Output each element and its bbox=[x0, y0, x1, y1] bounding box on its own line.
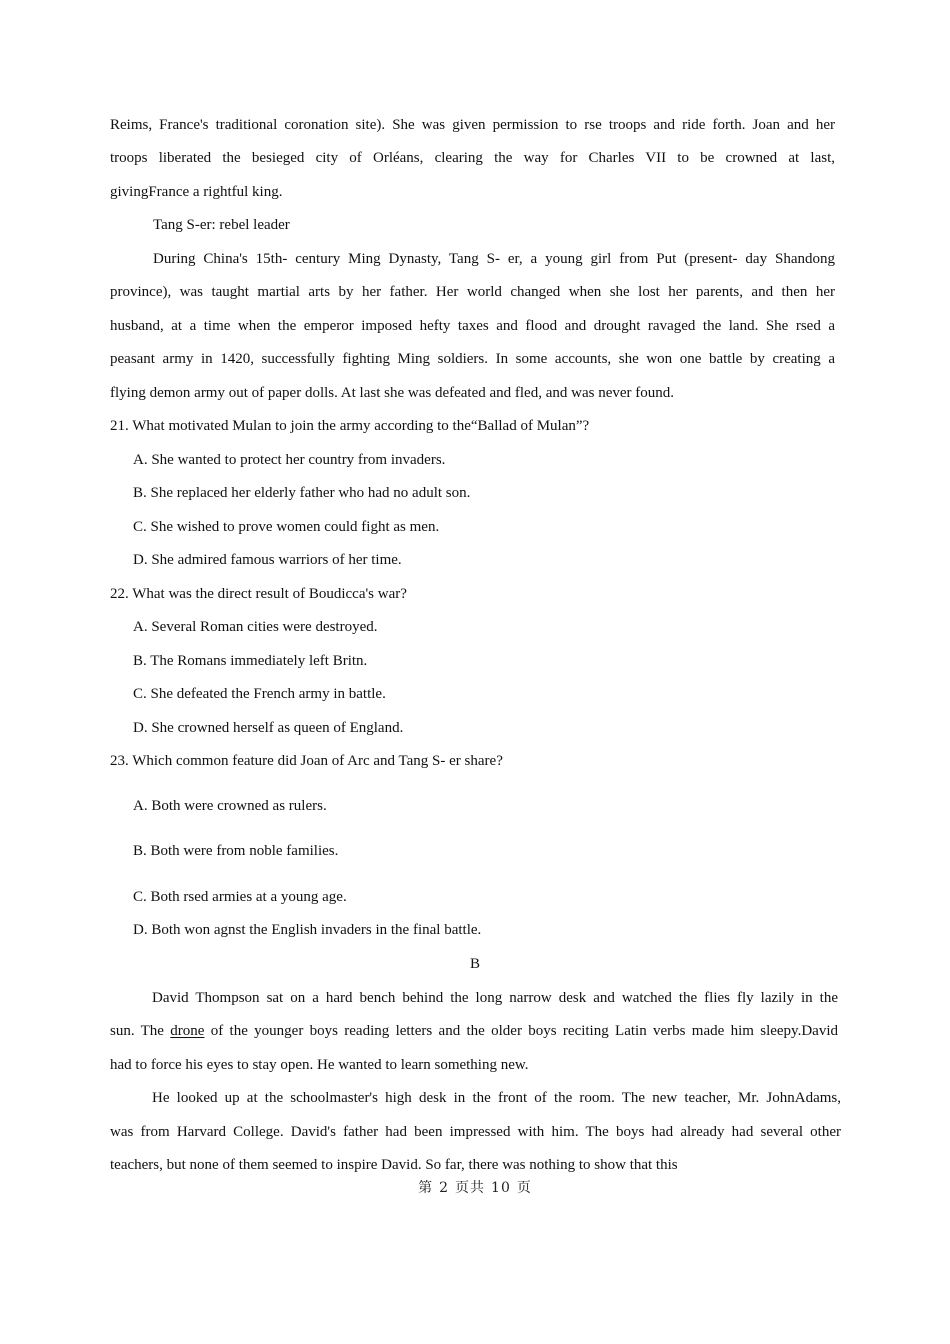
question-22-option-a: A. Several Roman cities were destroyed. bbox=[133, 619, 378, 635]
section-b-p2-line-3: teachers, but none of them seemed to inspire David. So far, there was nothing to show that this bbox=[110, 1157, 678, 1173]
page-footer bbox=[0, 1178, 950, 1198]
section-b-p1-line-3: had to force his eyes to stay open. He wanted to learn something new. bbox=[110, 1057, 529, 1073]
section-b-p2-line-2: was from Harvard College. David's father had been impressed with him. The boys had already had several other bbox=[110, 1124, 841, 1140]
question-21-option-b: B. She replaced her elderly father who had no adult son. bbox=[133, 485, 471, 501]
joan-paragraph-line-1: Reims, France's traditional coronation site). She was given permission to rse troops and ride forth. Joan and her bbox=[110, 117, 835, 133]
joan-paragraph-line-2: troops liberated the besieged city of Orléans, clearing the way for Charles VII to be crowned at last, bbox=[110, 150, 835, 166]
question-22-option-c: C. She defeated the French army in battle. bbox=[133, 686, 386, 702]
tang-paragraph-line-4: peasant army in 1420, successfully fighting Ming soldiers. In some accounts, she won one battle by creating a bbox=[110, 351, 835, 367]
question-22-option-d: D. She crowned herself as queen of England. bbox=[133, 720, 404, 736]
question-23-option-b: B. Both were from noble families. bbox=[133, 843, 339, 859]
footer-total-pages: 10 bbox=[491, 1180, 511, 1196]
tang-paragraph-line-2: province), was taught martial arts by her father. Her world changed when she lost her parents, and then her bbox=[110, 284, 835, 300]
question-23-option-d: D. Both won agnst the English invaders in the final battle. bbox=[133, 922, 482, 938]
tang-heading: Tang S-er: rebel leader bbox=[153, 217, 290, 233]
section-b-p1-line-2-post: of the younger boys reading letters and the older boys reciting Latin verbs made him sleepy.David bbox=[204, 1023, 838, 1039]
question-23-stem: 23. Which common feature did Joan of Arc and Tang S- er share? bbox=[110, 753, 503, 769]
question-21-option-c: C. She wished to prove women could fight as men. bbox=[133, 519, 440, 535]
section-b-p1-line-2-pre: sun. The bbox=[110, 1023, 171, 1039]
tang-paragraph-line-3: husband, at a time when the emperor imposed hefty taxes and flood and drought ravaged the land. She rsed a bbox=[110, 318, 835, 334]
tang-paragraph-line-1: During China's 15th- century Ming Dynasty, Tang S- er, a young girl from Put (present- day Shandong bbox=[153, 251, 835, 267]
question-21-option-a: A. She wanted to protect her country from invaders. bbox=[133, 452, 446, 468]
footer-suffix: 页 bbox=[516, 1180, 532, 1196]
joan-paragraph-line-3: givingFrance a rightful king. bbox=[110, 184, 283, 200]
section-b-p1-line-2 bbox=[110, 1021, 838, 1041]
question-21-stem: 21. What motivated Mulan to join the army according to the“Ballad of Mulan”? bbox=[110, 418, 590, 434]
section-b-p1-line-1: David Thompson sat on a hard bench behind the long narrow desk and watched the flies fly lazily in the bbox=[152, 990, 838, 1006]
footer-middle: 页共 bbox=[455, 1180, 486, 1196]
section-b-p2-line-1: He looked up at the schoolmaster's high desk in the front of the room. The new teacher, Mr. JohnAdams, bbox=[152, 1090, 841, 1106]
section-b-label: B bbox=[469, 956, 480, 972]
footer-prefix: 第 bbox=[418, 1180, 434, 1196]
tang-paragraph-line-5: flying demon army out of paper dolls. At last she was defeated and fled, and was never found. bbox=[110, 385, 675, 401]
question-22-stem: 22. What was the direct result of Boudicca's war? bbox=[110, 586, 407, 602]
question-23-option-a: A. Both were crowned as rulers. bbox=[133, 798, 327, 814]
question-21-option-d: D. She admired famous warriors of her time. bbox=[133, 552, 402, 568]
footer-page-number: 2 bbox=[439, 1180, 450, 1196]
question-23-option-c: C. Both rsed armies at a young age. bbox=[133, 889, 347, 905]
underlined-word-drone: drone bbox=[170, 1023, 205, 1039]
question-22-option-b: B. The Romans immediately left Britn. bbox=[133, 653, 368, 669]
